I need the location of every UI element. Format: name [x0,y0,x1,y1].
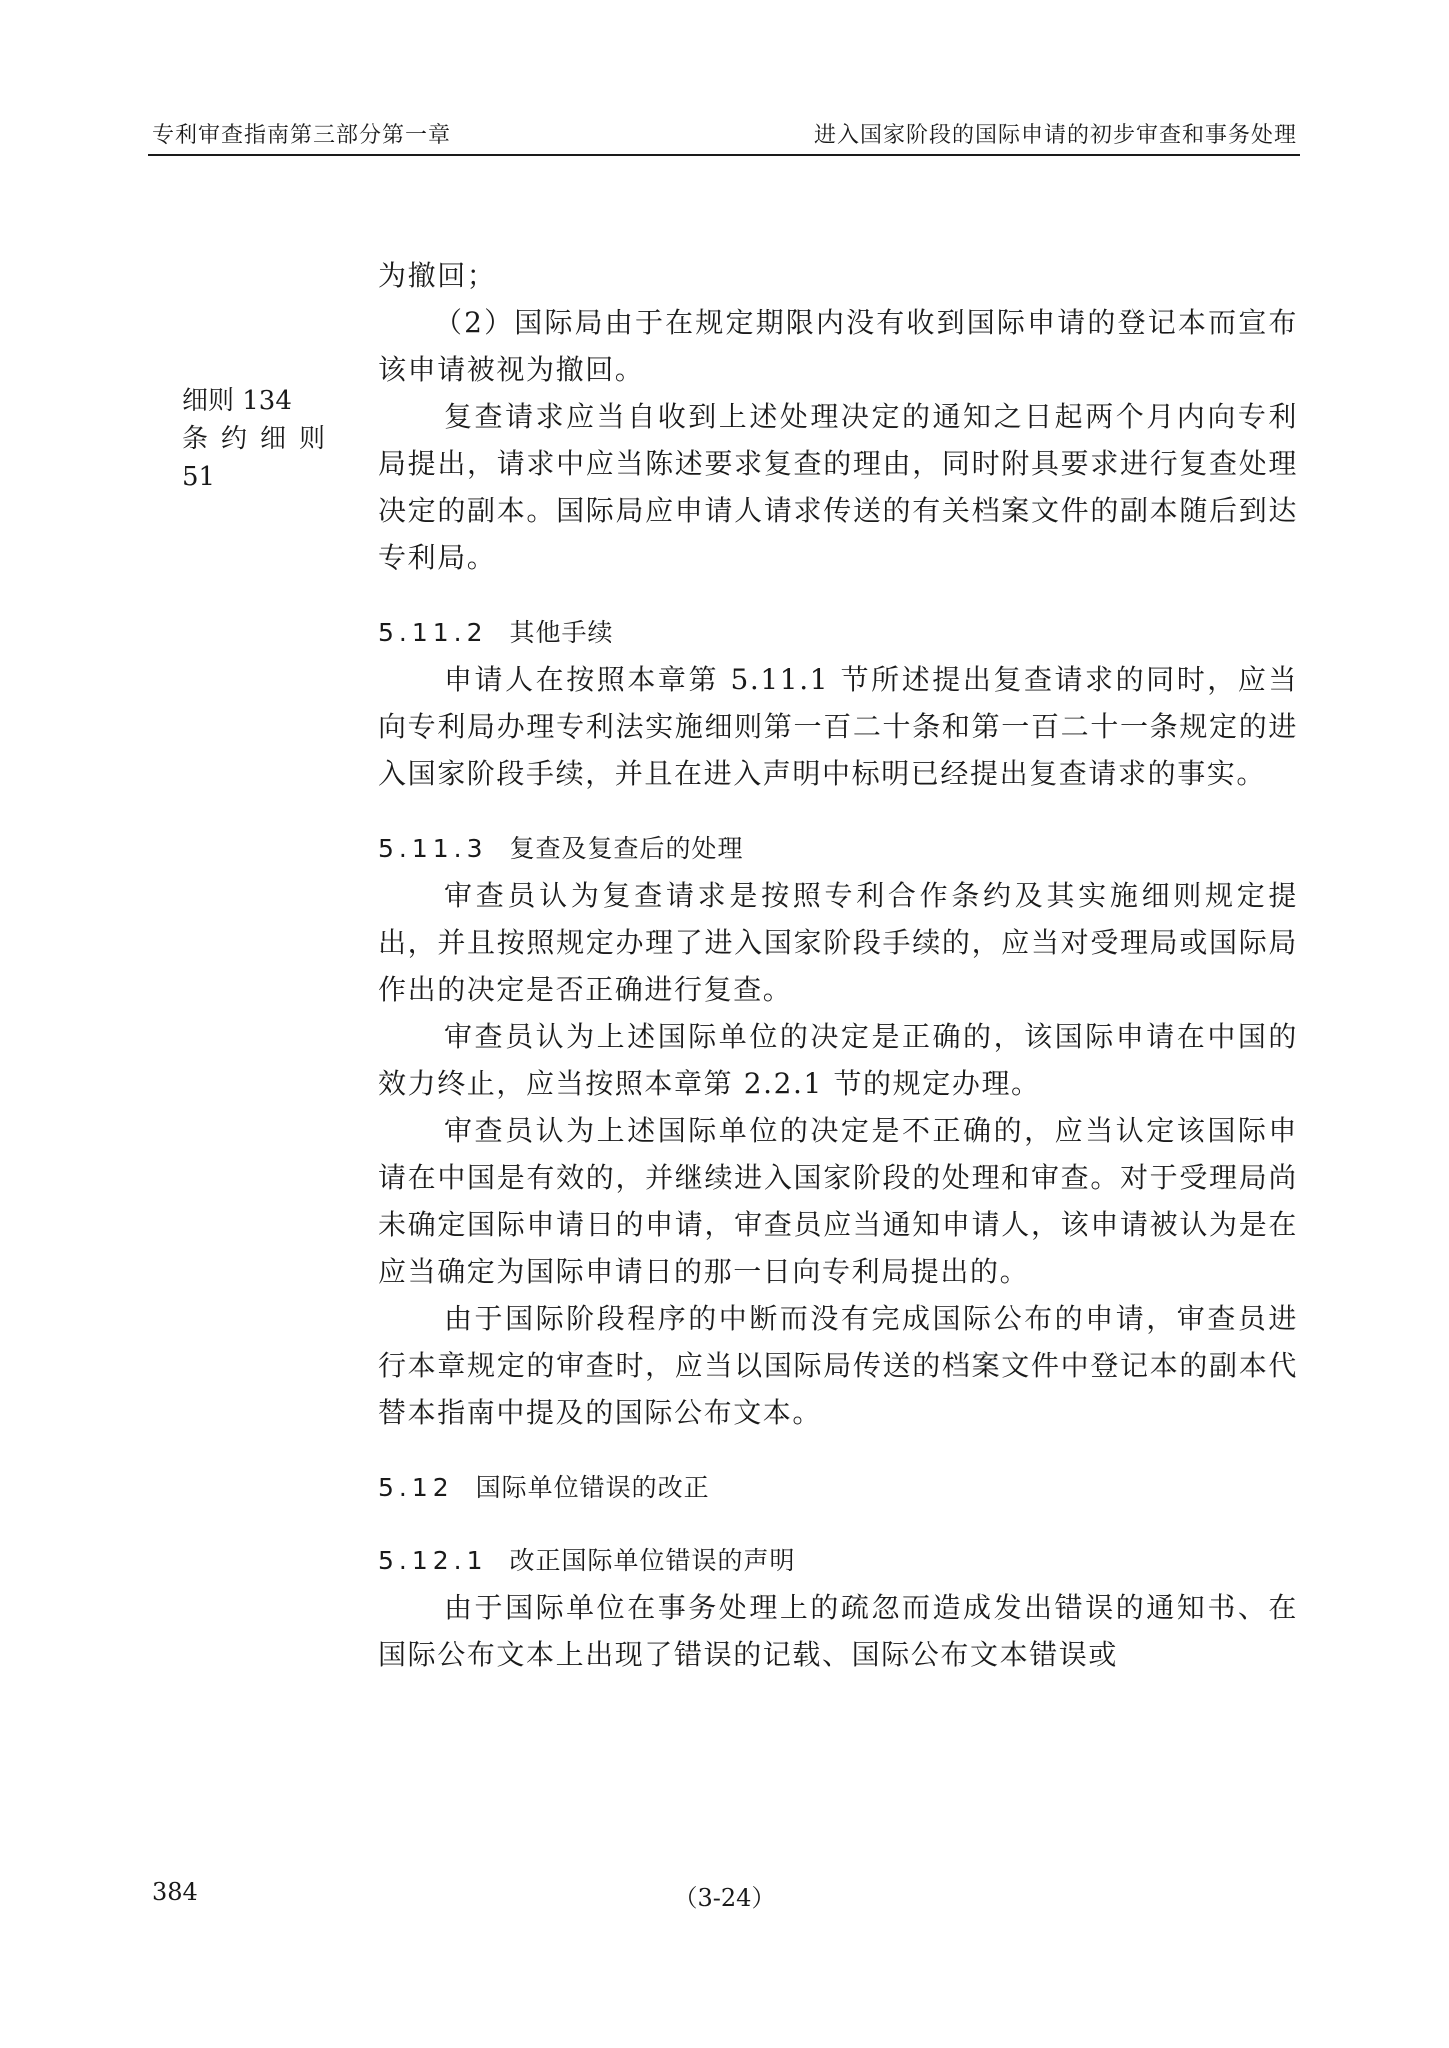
section-page-code: （3-24） [673,1884,776,1912]
section-heading [378,1464,1298,1511]
margin-reference-line: 条约细则 [182,424,339,454]
section-heading [378,609,1298,656]
main-text [378,252,1298,1678]
margin-reference-line: 51 [182,462,216,492]
section-title: 国际单位错误的改正 [475,1473,710,1502]
page-number: 384 [152,1878,198,1906]
running-header-left: 专利审查指南第三部分第一章 [152,123,452,148]
paragraph: 由于国际单位在事务处理上的疏忽而造成发出错误的通知书、在国际公布文本上出现了错误的记载、国际公布文本错误或 [378,1591,1298,1671]
paragraph: 复查请求应当自收到上述处理决定的通知之日起两个月内向专利局提出，请求中应当陈述要求复查的理由，同时附具要求进行复查处理决定的副本。国际局应申请人请求传送的有关档案文件的副本随后到达专利局。 [378,400,1298,574]
paragraph: （2）国际局由于在规定期限内没有收到国际申请的登记本而宣布该申请被视为撤回。 [378,306,1298,386]
section-heading [378,1537,1298,1584]
section-title: 改正国际单位错误的声明 [509,1546,796,1575]
paragraph: 为撤回； [378,259,497,292]
paragraph: 申请人在按照本章第 5.11.1 节所述提出复查请求的同时，应当向专利局办理专利法实施细则第一百二十条和第一百二十一条规定的进入国家阶段手续，并且在进入声明中标明已经提出复查请求的事实。 [378,663,1298,790]
section-number: 5.11.2 [378,618,488,647]
section-title: 其他手续 [509,618,614,647]
running-header-right: 进入国家阶段的国际申请的初步审查和事务处理 [813,123,1297,148]
paragraph: 审查员认为复查请求是按照专利合作条约及其实施细则规定提出，并且按照规定办理了进入国家阶段手续的，应当对受理局或国际局作出的决定是否正确进行复查。 [378,879,1298,1006]
section-title: 复查及复查后的处理 [509,834,744,863]
paragraph: 审查员认为上述国际单位的决定是正确的，该国际申请在中国的效力终止，应当按照本章第 2.2.1 节的规定办理。 [378,1020,1298,1100]
margin-reference-line: 细则 134 [182,386,292,416]
section-number: 5.12.1 [378,1546,488,1575]
section-number: 5.11.3 [378,834,488,863]
paragraph: 审查员认为上述国际单位的决定是不正确的，应当认定该国际申请在中国是有效的，并继续进入国家阶段的处理和审查。对于受理局尚未确定国际申请日的申请，审查员应当通知申请人，该申请被认为是在应当确定为国际申请日的那一日向专利局提出的。 [378,1114,1298,1288]
paragraph: 由于国际阶段程序的中断而没有完成国际公布的申请，审查员进行本章规定的审查时，应当以国际局传送的档案文件中登记本的副本代替本指南中提及的国际公布文本。 [378,1302,1298,1429]
section-heading [378,825,1298,872]
section-number: 5.12 [378,1473,454,1502]
header-divider [148,154,1300,156]
margin-reference [182,382,352,496]
